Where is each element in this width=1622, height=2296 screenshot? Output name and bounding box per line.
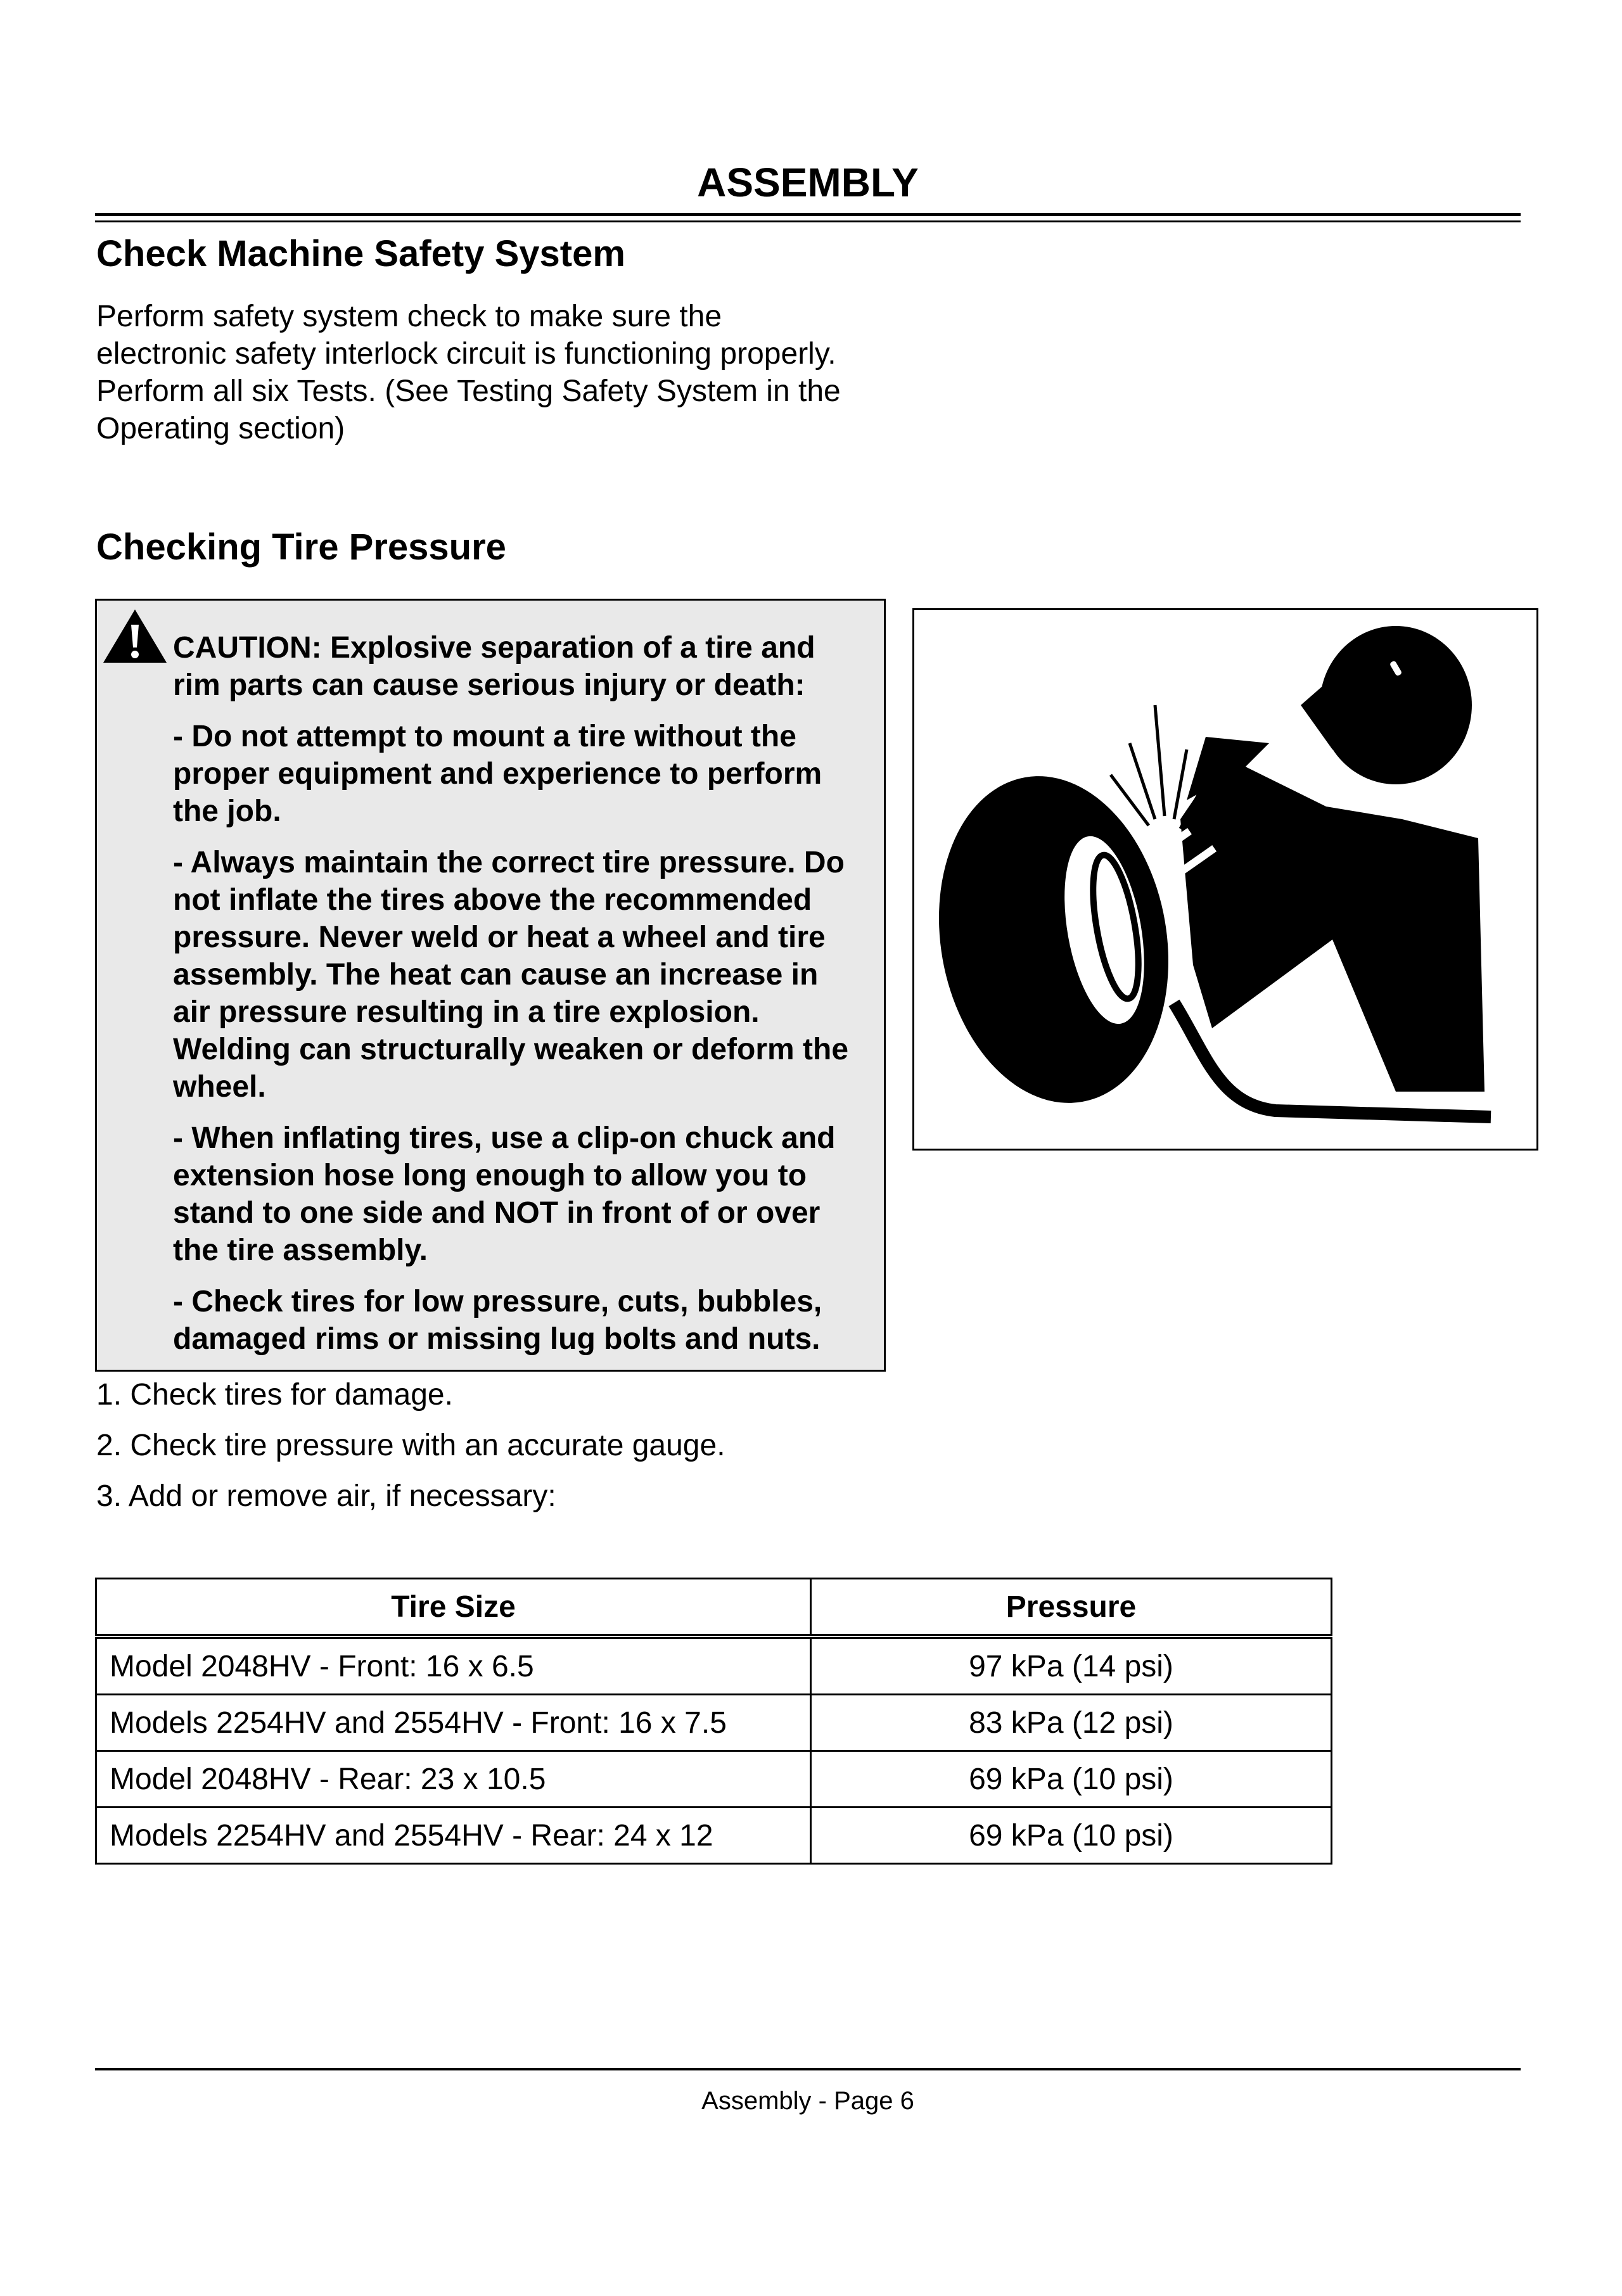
- warning-triangle-icon: [101, 607, 169, 665]
- instruction-steps: [96, 1376, 920, 1528]
- caution-line: - Do not attempt to mount a tire without the: [173, 720, 796, 753]
- tire-explosion-illustration: [912, 608, 1538, 1151]
- page-header-title: ASSEMBLY: [697, 160, 919, 205]
- body-line: Perform safety system check to make sure the: [96, 300, 722, 333]
- caution-line: the job.: [173, 794, 281, 828]
- section-title-safety-system: Check Machine Safety System: [96, 233, 625, 274]
- caution-line: stand to one side and NOT in front of or over: [173, 1196, 821, 1230]
- step-item: 3. Add or remove air, if necessary:: [96, 1479, 556, 1513]
- caution-paragraph: [173, 629, 876, 704]
- section-body-safety-system: [96, 298, 920, 447]
- caution-line: the tire assembly.: [173, 1234, 428, 1267]
- footer-rule: [95, 2068, 1521, 2070]
- caution-paragraph: [173, 1283, 876, 1358]
- caution-line: assembly. The heat can cause an increase in: [173, 958, 819, 992]
- table-cell-pressure: 97 kPa (14 psi): [811, 1636, 1332, 1695]
- caution-line: Welding can structurally weaken or deform the: [173, 1033, 849, 1066]
- table-row: [96, 1808, 1332, 1864]
- caution-line: pressure. Never weld or heat a wheel and tire: [173, 921, 826, 954]
- table-cell-tire-size: Models 2254HV and 2554HV - Front: 16 x 7.5: [96, 1695, 811, 1751]
- caution-paragraph: [173, 718, 876, 830]
- caution-line: extension hose long enough to allow you to: [173, 1159, 807, 1192]
- caution-line: rim parts can cause serious injury or death:: [173, 668, 805, 702]
- caution-line: air pressure resulting in a tire explosion.: [173, 995, 760, 1029]
- caution-line: - When inflating tires, use a clip-on chuck and: [173, 1121, 836, 1155]
- table-row: [96, 1636, 1332, 1695]
- body-line: Operating section): [96, 412, 345, 445]
- table-cell-pressure: 69 kPa (10 psi): [811, 1808, 1332, 1864]
- table-header-tire-size: Tire Size: [96, 1579, 811, 1637]
- table-cell-pressure: 69 kPa (10 psi): [811, 1751, 1332, 1808]
- caution-line: not inflate the tires above the recommended: [173, 883, 812, 917]
- table-cell-tire-size: Model 2048HV - Front: 16 x 6.5: [96, 1636, 811, 1695]
- header-rule-thick: [95, 213, 1521, 216]
- table-header-pressure: Pressure: [811, 1579, 1332, 1637]
- tire-explosion-figure: [914, 610, 1536, 1149]
- table-row: [96, 1751, 1332, 1808]
- caution-line: CAUTION: Explosive separation of a tire and: [173, 631, 815, 665]
- table-cell-tire-size: Models 2254HV and 2554HV - Rear: 24 x 12: [96, 1808, 811, 1864]
- caution-line: proper equipment and experience to perform: [173, 757, 822, 791]
- caution-line: damaged rims or missing lug bolts and nuts.: [173, 1322, 821, 1356]
- table-cell-tire-size: Model 2048HV - Rear: 23 x 10.5: [96, 1751, 811, 1808]
- step-item: 1. Check tires for damage.: [96, 1378, 453, 1412]
- table-cell-pressure: 83 kPa (12 psi): [811, 1695, 1332, 1751]
- caution-line: wheel.: [173, 1070, 266, 1104]
- table-row: [96, 1695, 1332, 1751]
- caution-paragraph: [173, 1119, 876, 1269]
- header-rule-thin: [95, 220, 1521, 222]
- body-line: electronic safety interlock circuit is functioning properly.: [96, 337, 836, 371]
- caution-paragraph: [173, 844, 876, 1106]
- caution-line: - Always maintain the correct tire pressure. Do: [173, 846, 845, 879]
- section-title-tire-pressure: Checking Tire Pressure: [96, 526, 506, 568]
- tire-pressure-table: [95, 1578, 1332, 1865]
- body-line: Perform all six Tests. (See Testing Safety System in the: [96, 374, 841, 408]
- table-header-row: [96, 1579, 1332, 1637]
- step-item: 2. Check tire pressure with an accurate gauge.: [96, 1429, 725, 1462]
- page-footer: Assembly - Page 6: [701, 2087, 914, 2115]
- caution-text: [173, 629, 876, 1372]
- caution-line: - Check tires for low pressure, cuts, bubbles,: [173, 1285, 822, 1318]
